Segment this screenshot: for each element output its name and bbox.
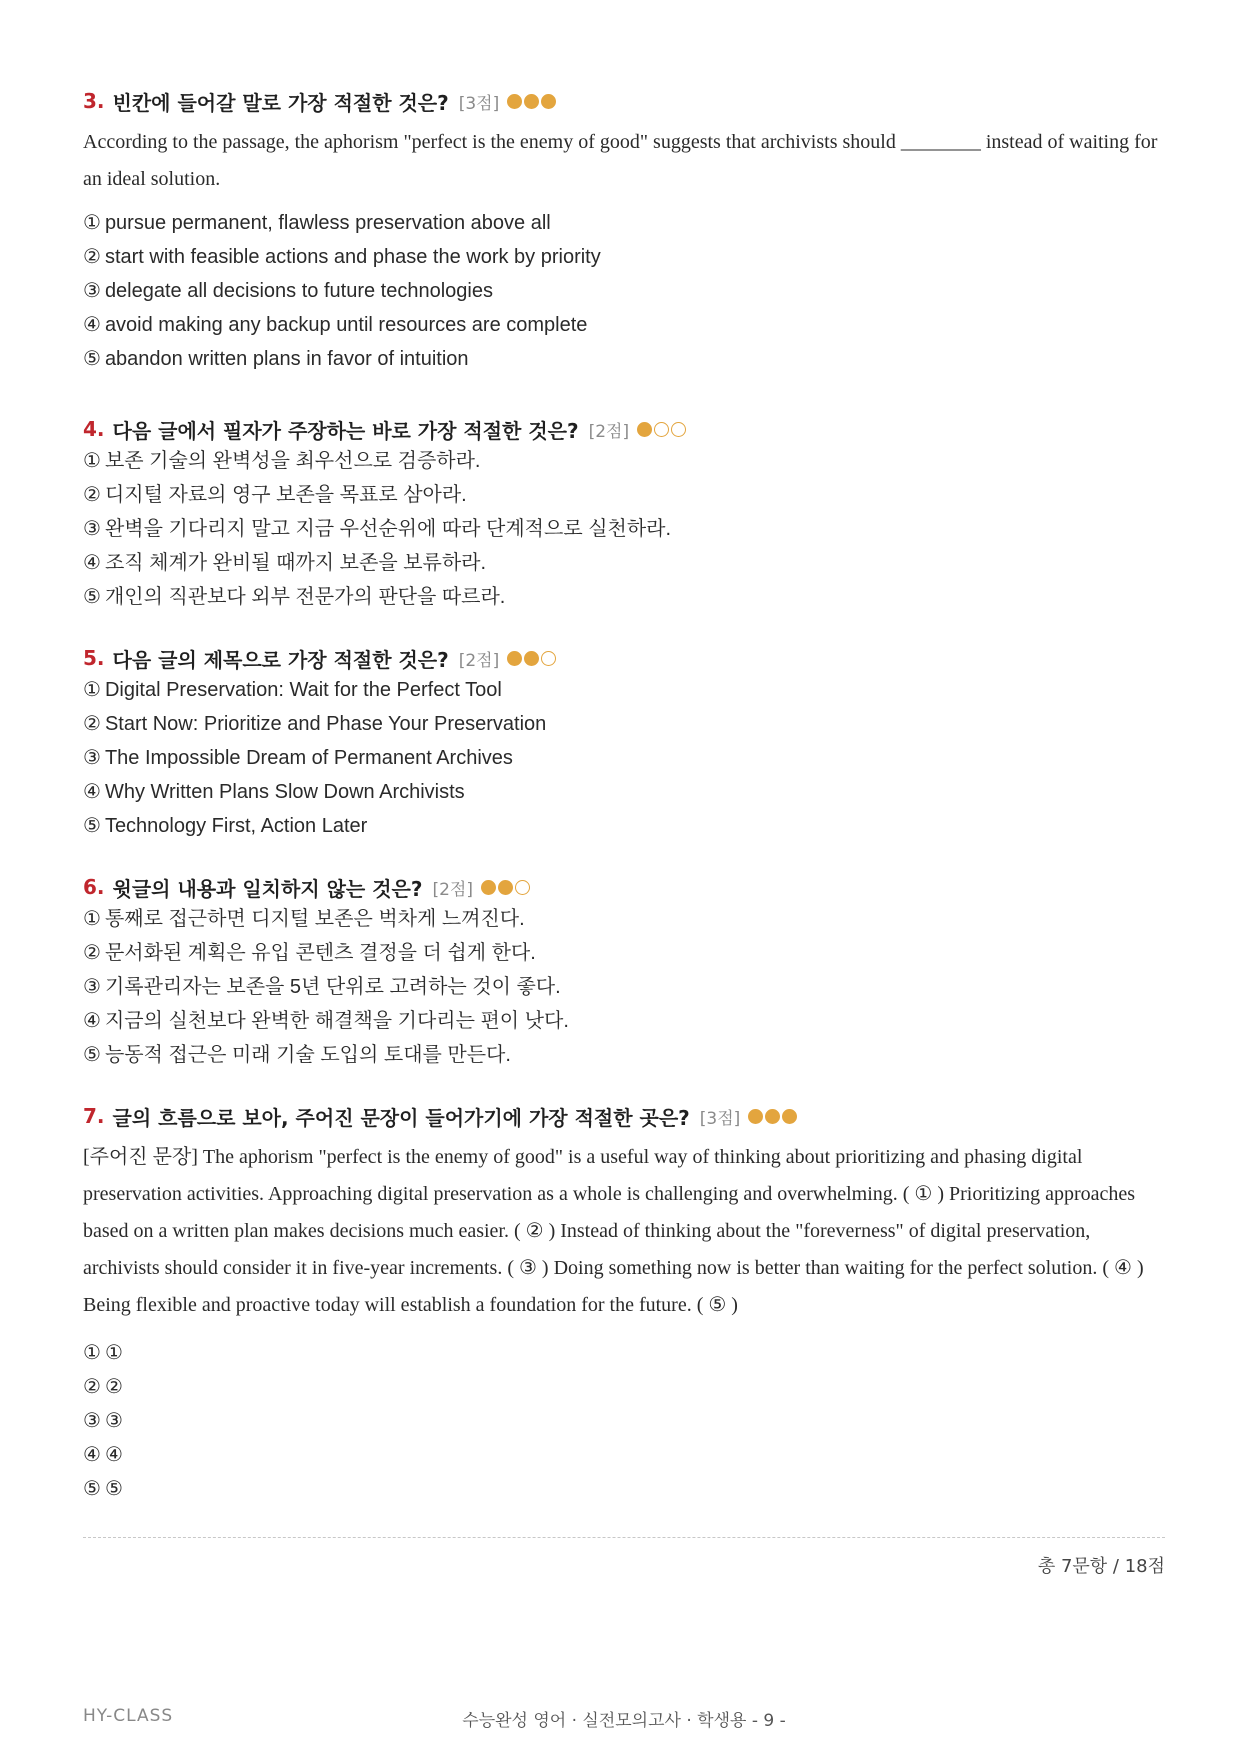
choice-marker: ⑤ [83, 348, 101, 370]
choice-text: 조직 체계가 완비될 때까지 보존을 보류하라. [104, 552, 487, 574]
choice-item[interactable] [83, 1370, 1165, 1404]
choice-text: ③ [104, 1410, 123, 1432]
choice-text: delegate all decisions to future technologies [104, 280, 493, 302]
choice-text: abandon written plans in favor of intuition [104, 348, 469, 370]
choice-marker: ④ [83, 781, 101, 803]
difficulty-dot-icon [524, 651, 539, 666]
choice-marker: ⑤ [83, 1478, 101, 1500]
choice-item[interactable] [83, 741, 1165, 775]
difficulty-dot-icon [748, 1109, 763, 1124]
question-number: 6. [83, 875, 105, 899]
choice-list [83, 673, 1165, 843]
choice-marker: ③ [83, 518, 101, 540]
difficulty-indicator [481, 880, 530, 895]
question-title: 다음 글에서 필자가 주장하는 바로 가장 적절한 것은? [112, 418, 579, 443]
question-points: [2점] [458, 650, 500, 671]
question-title: 다음 글의 제목으로 가장 적절한 것은? [112, 647, 449, 672]
choice-list [83, 1336, 1165, 1506]
choice-marker: ① [83, 450, 101, 472]
difficulty-indicator [507, 651, 556, 666]
choice-item[interactable] [83, 1404, 1165, 1438]
choice-item[interactable] [83, 1038, 1165, 1072]
choice-marker: ⑤ [83, 815, 101, 837]
section-divider [83, 1537, 1165, 1538]
question-passage: According to the passage, the aphorism "perfect is the enemy of good" suggests that archivists should ________ instead of waiting for an ideal solution. [83, 131, 1158, 190]
choice-item[interactable] [83, 1472, 1165, 1506]
question-points: [3점] [458, 93, 500, 114]
choice-text: avoid making any backup until resources are complete [104, 314, 588, 336]
question-header [83, 643, 1165, 673]
difficulty-dot-icon [765, 1109, 780, 1124]
choice-text: Technology First, Action Later [104, 815, 368, 837]
choice-marker: ③ [83, 280, 101, 302]
difficulty-dot-icon [541, 651, 556, 666]
choice-item[interactable] [83, 809, 1165, 843]
choice-marker: ② [83, 484, 101, 506]
question-passage: [주어진 문장] The aphorism "perfect is the enemy of good" is a useful way of thinking about prioritizing and phasing digital preservation activities. Approaching digital preservation as a whole is challenging and overwhelming. ( ① ) Prioritizing approaches based on a written plan makes decisions much easier. ( ② ) Instead of thinking about the "foreverness" of digital preservation, archivists should consider it in five-year increments. ( ③ ) Doing something now is better than waiting for the perfect solution. ( ④ ) Being flexible and proactive today will establish a foundation for the future. ( ⑤ ) [83, 1146, 1144, 1316]
choice-list [83, 206, 1165, 376]
difficulty-indicator [507, 94, 556, 109]
choice-marker: ① [83, 679, 101, 701]
choice-marker: ① [83, 908, 101, 930]
footer-page-info: 수능완성 영어 · 실전모의고사 · 학생용 - 9 - [462, 1711, 786, 1731]
question-header [83, 872, 1165, 902]
question-header [83, 1101, 1165, 1131]
choice-item[interactable] [83, 546, 1165, 580]
choice-text: ⑤ [104, 1478, 123, 1500]
difficulty-indicator [637, 422, 686, 437]
choice-text: 지금의 실천보다 완벽한 해결책을 기다리는 편이 낫다. [104, 1010, 569, 1032]
choice-list [83, 902, 1165, 1072]
question-points: [2점] [588, 421, 630, 442]
difficulty-dot-icon [541, 94, 556, 109]
choice-text: The Impossible Dream of Permanent Archives [104, 747, 513, 769]
difficulty-dot-icon [507, 94, 522, 109]
choice-item[interactable] [83, 478, 1165, 512]
choice-text: ④ [104, 1444, 123, 1466]
choice-marker: ③ [83, 1410, 101, 1432]
question-number: 7. [83, 1104, 105, 1128]
question-title: 윗글의 내용과 일치하지 않는 것은? [112, 876, 423, 901]
difficulty-dot-icon [782, 1109, 797, 1124]
choice-text: Why Written Plans Slow Down Archivists [104, 781, 465, 803]
choice-item[interactable] [83, 673, 1165, 707]
choice-item[interactable] [83, 308, 1165, 342]
choice-text: 보존 기술의 완벽성을 최우선으로 검증하라. [104, 450, 481, 472]
choice-item[interactable] [83, 970, 1165, 1004]
difficulty-dot-icon [637, 422, 652, 437]
question-header [83, 414, 1165, 444]
choice-marker: ④ [83, 314, 101, 336]
difficulty-dot-icon [498, 880, 513, 895]
choice-item[interactable] [83, 512, 1165, 546]
choice-marker: ② [83, 246, 101, 268]
choice-marker: ③ [83, 747, 101, 769]
choice-item[interactable] [83, 206, 1165, 240]
choice-text: pursue permanent, flawless preservation above all [104, 212, 551, 234]
choice-text: ② [104, 1376, 123, 1398]
choice-item[interactable] [83, 1438, 1165, 1472]
choice-marker: ③ [83, 976, 101, 998]
choice-marker: ① [83, 1342, 101, 1364]
question-number: 4. [83, 417, 105, 441]
choice-item[interactable] [83, 1336, 1165, 1370]
choice-text: 문서화된 계획은 유입 콘텐츠 결정을 더 쉽게 한다. [104, 942, 536, 964]
choice-marker: ① [83, 212, 101, 234]
choice-marker: ④ [83, 1010, 101, 1032]
choice-text: start with feasible actions and phase the work by priority [104, 246, 601, 268]
choice-marker: ④ [83, 552, 101, 574]
choice-marker: ⑤ [83, 1044, 101, 1066]
choice-item[interactable] [83, 580, 1165, 614]
choice-text: 통째로 접근하면 디지털 보존은 벅차게 느껴진다. [104, 908, 525, 930]
difficulty-dot-icon [654, 422, 669, 437]
choice-text: Digital Preservation: Wait for the Perfect Tool [104, 679, 502, 701]
choice-text: 기록관리자는 보존을 5년 단위로 고려하는 것이 좋다. [104, 976, 561, 998]
difficulty-dot-icon [671, 422, 686, 437]
exam-page [83, 0, 1165, 1754]
question-5 [83, 643, 1165, 843]
choice-marker: ④ [83, 1444, 101, 1466]
choice-marker: ② [83, 1376, 101, 1398]
choice-text: 능동적 접근은 미래 기술 도입의 토대를 만든다. [104, 1044, 511, 1066]
choice-item[interactable] [83, 902, 1165, 936]
choice-list [83, 444, 1165, 614]
choice-item[interactable] [83, 775, 1165, 809]
question-title: 글의 흐름으로 보아, 주어진 문장이 들어가기에 가장 적절한 곳은? [112, 1105, 690, 1130]
question-3 [83, 86, 1165, 376]
choice-text: 완벽을 기다리지 말고 지금 우선순위에 따라 단계적으로 실천하라. [104, 518, 672, 540]
choice-item[interactable] [83, 444, 1165, 478]
choice-item[interactable] [83, 707, 1165, 741]
question-7 [83, 1101, 1165, 1506]
choice-text: ① [104, 1342, 123, 1364]
question-4 [83, 414, 1165, 614]
choice-item[interactable] [83, 274, 1165, 308]
difficulty-dot-icon [524, 94, 539, 109]
choice-text: 디지털 자료의 영구 보존을 목표로 삼아라. [104, 484, 467, 506]
choice-text: 개인의 직관보다 외부 전문가의 판단을 따르라. [104, 586, 506, 608]
score-summary: 총 7문항 / 18점 [1037, 1556, 1165, 1577]
choice-marker: ② [83, 713, 101, 735]
choice-item[interactable] [83, 240, 1165, 274]
difficulty-dot-icon [481, 880, 496, 895]
choice-marker: ② [83, 942, 101, 964]
choice-text: Start Now: Prioritize and Phase Your Preservation [104, 713, 547, 735]
choice-item[interactable] [83, 1004, 1165, 1038]
choice-marker: ⑤ [83, 586, 101, 608]
question-points: [2점] [432, 879, 473, 900]
choice-item[interactable] [83, 342, 1165, 376]
difficulty-dot-icon [507, 651, 522, 666]
footer-brand: HY-CLASS [83, 1706, 174, 1726]
question-6 [83, 872, 1165, 1072]
question-points: [3점] [699, 1108, 741, 1129]
difficulty-indicator [748, 1109, 797, 1124]
difficulty-dot-icon [515, 880, 530, 895]
question-title: 빈칸에 들어갈 말로 가장 적절한 것은? [112, 90, 449, 115]
choice-item[interactable] [83, 936, 1165, 970]
question-header [83, 86, 1165, 116]
question-number: 3. [83, 89, 105, 113]
question-number: 5. [83, 646, 105, 670]
